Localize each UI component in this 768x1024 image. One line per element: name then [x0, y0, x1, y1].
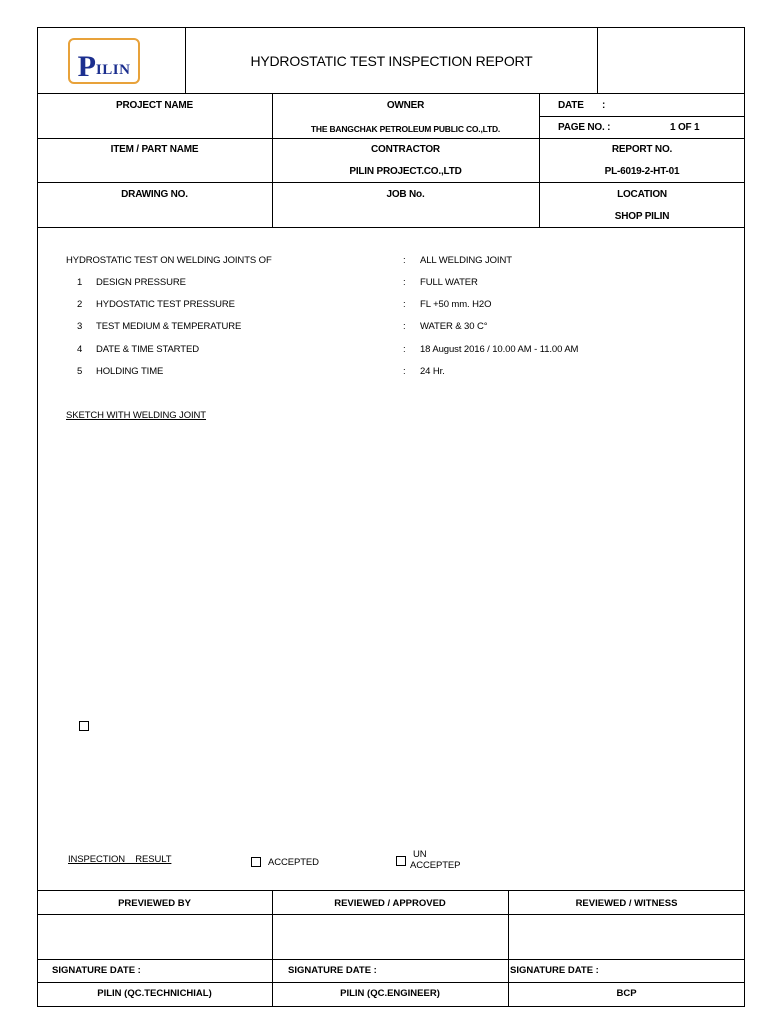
info-bottom-line: [37, 227, 745, 228]
signature-box-1[interactable]: [38, 915, 271, 958]
sig-top-line: [37, 890, 745, 891]
unaccepted-label-line2: ACCEPTEP: [410, 860, 461, 871]
owner-value: THE BANGCHAK PETROLEUM PUBLIC CO.,LTD.: [310, 124, 501, 134]
sketch-checkbox[interactable]: [79, 721, 89, 731]
contractor-value: PILIN PROJECT.CO.,LTD: [349, 166, 462, 177]
test-item-colon: :: [403, 344, 406, 355]
test-item-value: 18 August 2016 / 10.00 AM - 11.00 AM: [420, 344, 579, 355]
company-logo: [68, 38, 140, 84]
test-item-num: 5: [77, 366, 83, 377]
location-value: SHOP PILIN: [614, 211, 670, 222]
test-item-num: 1: [77, 277, 83, 288]
header-divider-right: [597, 27, 598, 93]
test-item-num: 2: [77, 299, 83, 310]
sig-date-line: [37, 982, 745, 983]
signature-box-3[interactable]: [509, 915, 744, 958]
signature-box-2[interactable]: [273, 915, 507, 958]
report-title: HYDROSTATIC TEST INSPECTION REPORT: [250, 53, 533, 69]
test-item-colon: :: [403, 299, 406, 310]
location-label: LOCATION: [617, 189, 667, 200]
reviewed-witness-heading: REVIEWED / WITNESS: [575, 898, 678, 909]
signature-date-label-2: SIGNATURE DATE :: [288, 965, 377, 976]
item-part-name-label: ITEM / PART NAME: [110, 144, 199, 155]
test-item-label: DESIGN PRESSURE: [96, 277, 186, 288]
info-row-line-1: [37, 138, 745, 139]
owner-label: OWNER: [386, 100, 425, 111]
test-item-colon: :: [403, 277, 406, 288]
info-row-line-2: [37, 182, 745, 183]
sketch-heading: SKETCH WITH WELDING JOINT: [66, 410, 207, 421]
page-no-label: PAGE NO. :: [558, 122, 611, 133]
test-item-value: WATER & 30 C°: [420, 321, 488, 332]
info-divider-1: [272, 93, 273, 227]
signer-name-1: PILIN (QC.TECHNICHIAL): [97, 988, 212, 999]
accepted-checkbox[interactable]: [251, 857, 261, 867]
previewed-by-heading: PREVIEWED BY: [118, 898, 191, 909]
signature-date-label-3: SIGNATURE DATE :: [510, 965, 599, 976]
test-intro-label: HYDROSTATIC TEST ON WELDING JOINTS OF: [66, 255, 272, 266]
logo-letter: P: [77, 50, 96, 83]
test-item-label: TEST MEDIUM & TEMPERATURE: [96, 321, 242, 332]
test-item-label: HOLDING TIME: [96, 366, 164, 377]
date-label: DATE: [558, 100, 584, 111]
header-bottom-line: [37, 93, 745, 94]
drawing-no-label: DRAWING NO.: [121, 189, 188, 200]
signer-name-3: BCP: [616, 988, 637, 999]
test-item-value: 24 Hr.: [420, 366, 445, 377]
test-item-value: FULL WATER: [420, 277, 478, 288]
date-colon: :: [602, 100, 606, 111]
contractor-label: CONTRACTOR: [371, 144, 440, 155]
test-item-label: HYDOSTATIC TEST PRESSURE: [96, 299, 235, 310]
info-subline-date: [539, 116, 745, 117]
inspection-result-label: INSPECTION RESULT: [68, 854, 172, 865]
unaccepted-checkbox[interactable]: [396, 856, 406, 866]
reviewed-approved-heading: REVIEWED / APPROVED: [334, 898, 446, 909]
page-no-value: 1 OF 1: [670, 122, 700, 133]
test-item-value: FL +50 mm. H2O: [420, 299, 492, 310]
test-item-colon: :: [403, 366, 406, 377]
signer-name-2: PILIN (QC.ENGINEER): [340, 988, 440, 999]
sig-box-line: [37, 959, 745, 960]
test-intro-value: ALL WELDING JOINT: [420, 255, 512, 266]
test-intro-colon: :: [403, 255, 406, 266]
test-item-label: DATE & TIME STARTED: [96, 344, 199, 355]
project-name-label: PROJECT NAME: [115, 100, 194, 111]
unaccepted-label-line1: UN: [413, 849, 427, 860]
accepted-label: ACCEPTED: [268, 857, 319, 868]
info-divider-2: [539, 93, 540, 227]
report-no-label: REPORT NO.: [611, 144, 673, 155]
sketch-area: [60, 430, 720, 840]
signature-date-label-1: SIGNATURE DATE :: [52, 965, 141, 976]
logo-wordmark: ILIN: [95, 62, 131, 78]
job-no-label: JOB No.: [386, 189, 425, 200]
report-no-value: PL-6019-2-HT-01: [604, 166, 680, 177]
test-item-num: 3: [77, 321, 83, 332]
test-item-colon: :: [403, 321, 406, 332]
test-item-num: 4: [77, 344, 83, 355]
